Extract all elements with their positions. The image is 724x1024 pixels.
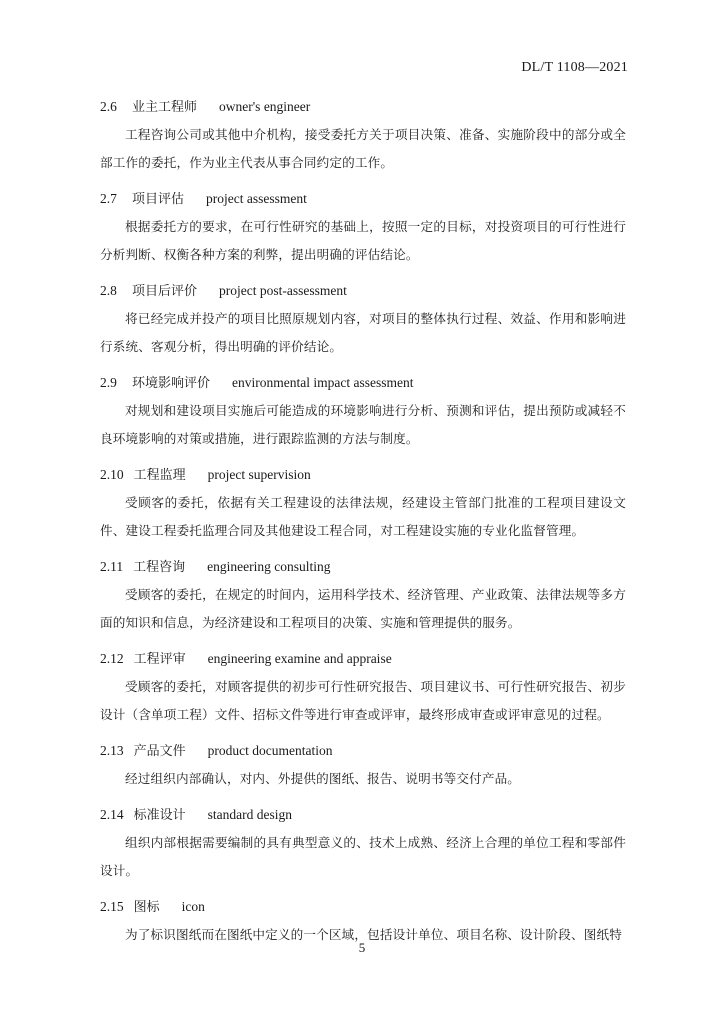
term-english: owner's engineer xyxy=(219,99,311,114)
term-number: 2.14 xyxy=(100,807,124,822)
term-number: 2.8 xyxy=(100,283,117,298)
term-number: 2.12 xyxy=(100,651,124,666)
term-number: 2.11 xyxy=(100,559,124,574)
term-number: 2.13 xyxy=(100,743,124,758)
term-definition: 对规划和建设项目实施后可能造成的环境影响进行分析、预测和评估，提出预防或减轻不良环境影响的对策或措施，进行跟踪监测的方法与制度。 xyxy=(100,403,626,446)
term-definition: 将已经完成并投产的项目比照原规划内容，对项目的整体执行过程、效益、作用和影响进行系统、客观分析，得出明确的评价结论。 xyxy=(100,311,626,354)
term-entry xyxy=(100,647,626,729)
term-heading xyxy=(100,371,626,395)
term-entry xyxy=(100,95,626,177)
document-code: DL/T 1108—2021 xyxy=(521,60,628,75)
term-definition: 受顾客的委托，依据有关工程建设的法律法规，经建设主管部门批准的工程项目建设文件、建设工程委托监理合同及其他建设工程合同，对工程建设实施的专业化监督管理。 xyxy=(100,495,626,538)
term-definition: 受顾客的委托，对顾客提供的初步可行性研究报告、项目建议书、可行性研究报告、初步设计（含单项工程）文件、招标文件等进行审查或评审，最终形成审查或评审意见的过程。 xyxy=(100,679,626,722)
term-heading xyxy=(100,895,626,919)
term-english: project post-assessment xyxy=(219,283,347,298)
term-number: 2.6 xyxy=(100,99,117,114)
term-chinese: 项目评估 xyxy=(132,192,185,207)
term-english: product documentation xyxy=(207,743,333,758)
term-entry xyxy=(100,555,626,637)
term-definition: 经过组织内部确认，对内、外提供的图纸、报告、说明书等交付产品。 xyxy=(125,771,521,786)
term-english: project supervision xyxy=(207,467,311,482)
term-chinese: 业主工程师 xyxy=(132,100,198,115)
term-heading xyxy=(100,187,626,211)
term-entry xyxy=(100,463,626,545)
term-english: project assessment xyxy=(206,191,307,206)
term-chinese: 环境影响评价 xyxy=(132,376,211,391)
term-chinese: 工程监理 xyxy=(133,468,186,483)
term-english: standard design xyxy=(207,807,292,822)
term-chinese: 产品文件 xyxy=(133,744,186,759)
term-definition: 根据委托方的要求，在可行性研究的基础上，按照一定的目标，对投资项目的可行性进行分析判断、权衡各种方案的利弊，提出明确的评估结论。 xyxy=(100,219,626,262)
term-number: 2.15 xyxy=(100,899,124,914)
term-definition: 为了标识图纸而在图纸中定义的一个区域，包括设计单位、项目名称、设计阶段、图纸特 xyxy=(125,927,623,942)
term-chinese: 项目后评价 xyxy=(132,284,198,299)
term-number: 2.7 xyxy=(100,191,117,206)
term-heading xyxy=(100,647,626,671)
term-entry xyxy=(100,803,626,885)
term-heading xyxy=(100,555,626,579)
term-definition: 受顾客的委托，在规定的时间内，运用科学技术、经济管理、产业政策、法律法规等多方面的知识和信息，为经济建设和工程项目的决策、实施和管理提供的服务。 xyxy=(100,587,626,630)
term-english: engineering consulting xyxy=(207,559,331,574)
page-number: 5 xyxy=(358,940,366,955)
term-entry xyxy=(100,187,626,269)
term-entry xyxy=(100,739,626,793)
term-heading xyxy=(100,739,626,763)
term-definition: 工程咨询公司或其他中介机构，接受委托方关于项目决策、准备、实施阶段中的部分或全部工作的委托，作为业主代表从事合同约定的工作。 xyxy=(100,127,626,170)
term-definition: 组织内部根据需要编制的具有典型意义的、技术上成熟、经济上合理的单位工程和零部件设计。 xyxy=(100,835,626,878)
term-heading xyxy=(100,279,626,303)
term-english: icon xyxy=(181,899,205,914)
term-chinese: 工程评审 xyxy=(133,652,186,667)
term-entry xyxy=(100,371,626,453)
term-heading xyxy=(100,95,626,119)
term-chinese: 图标 xyxy=(133,900,160,915)
terms-list xyxy=(100,95,626,959)
term-english: engineering examine and appraise xyxy=(207,651,392,666)
term-number: 2.9 xyxy=(100,375,117,390)
term-heading xyxy=(100,803,626,827)
term-english: environmental impact assessment xyxy=(232,375,414,390)
term-entry xyxy=(100,279,626,361)
term-number: 2.10 xyxy=(100,467,124,482)
term-chinese: 工程咨询 xyxy=(133,560,186,575)
term-heading xyxy=(100,463,626,487)
term-chinese: 标准设计 xyxy=(133,808,186,823)
